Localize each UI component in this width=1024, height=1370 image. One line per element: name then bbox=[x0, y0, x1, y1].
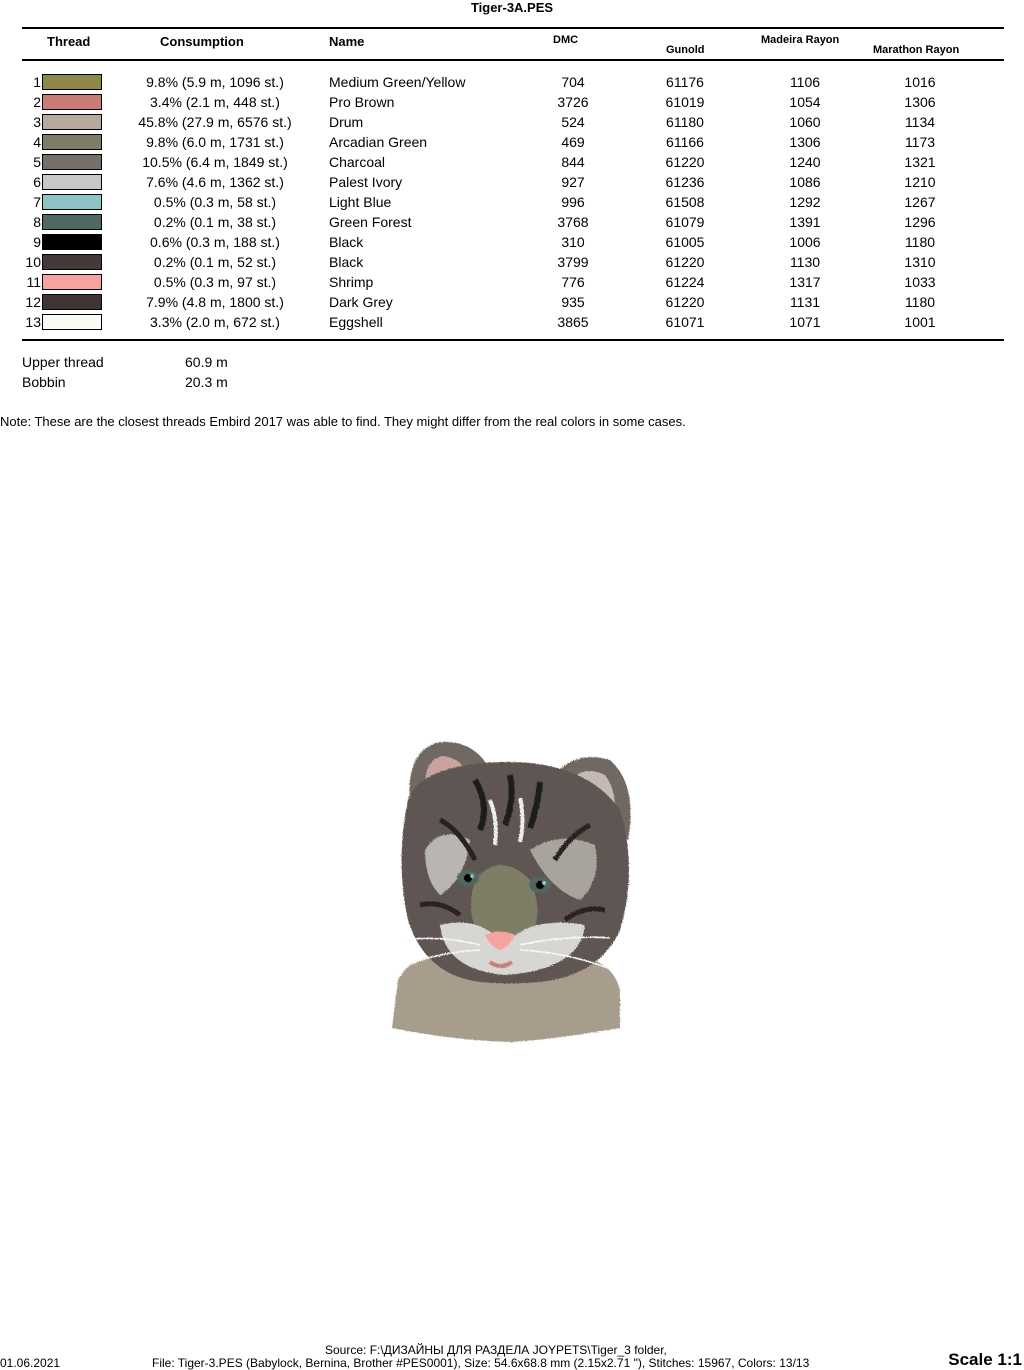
thread-madeira-code: 1306 bbox=[789, 134, 821, 150]
thread-number: 10 bbox=[25, 254, 41, 270]
thread-number: 9 bbox=[33, 234, 41, 250]
thread-marathon-code: 1001 bbox=[904, 314, 936, 330]
table-row bbox=[0, 92, 1024, 112]
thread-name: Eggshell bbox=[329, 314, 383, 330]
thread-dmc-code: 3726 bbox=[557, 94, 589, 110]
thread-color-swatch bbox=[42, 254, 102, 270]
thread-madeira-code: 1106 bbox=[789, 74, 821, 90]
thread-gunold-code: 61071 bbox=[665, 314, 705, 330]
thread-gunold-code: 61236 bbox=[665, 174, 705, 190]
bobbin-value: 20.3 m bbox=[185, 374, 228, 390]
thread-name: Black bbox=[329, 254, 364, 270]
thread-dmc-code: 704 bbox=[561, 74, 585, 90]
thread-dmc-code: 524 bbox=[561, 114, 585, 130]
thread-name: Palest Ivory bbox=[329, 174, 403, 190]
thread-gunold-code: 61508 bbox=[665, 194, 705, 210]
thread-name: Dark Grey bbox=[329, 294, 393, 310]
header-gunold: Gunold bbox=[666, 44, 705, 56]
thread-marathon-code: 1306 bbox=[904, 94, 936, 110]
thread-color-swatch bbox=[42, 94, 102, 110]
thread-marathon-code: 1310 bbox=[904, 254, 936, 270]
footer-date: 01.06.2021 bbox=[0, 1356, 61, 1370]
header-dmc: DMC bbox=[553, 34, 579, 46]
table-row bbox=[0, 212, 1024, 232]
thread-consumption: 3.3% (2.0 m, 672 st.) bbox=[150, 314, 280, 330]
header-consumption: Consumption bbox=[160, 34, 244, 49]
header-madeira-rayon: Madeira Rayon bbox=[761, 34, 840, 46]
thread-color-swatch bbox=[42, 154, 102, 170]
tiger-cub-embroidery-image bbox=[380, 730, 640, 1050]
thread-name: Medium Green/Yellow bbox=[329, 74, 466, 90]
table-row bbox=[0, 192, 1024, 212]
document-title: Tiger-3A.PES bbox=[470, 0, 554, 15]
thread-gunold-code: 61180 bbox=[666, 114, 704, 130]
thread-gunold-code: 61176 bbox=[666, 74, 704, 90]
bobbin-label: Bobbin bbox=[22, 374, 66, 390]
thread-consumption: 0.2% (0.1 m, 52 st.) bbox=[153, 254, 277, 270]
thread-name: Black bbox=[329, 234, 364, 250]
thread-gunold-code: 61019 bbox=[665, 94, 705, 110]
thread-madeira-code: 1131 bbox=[789, 294, 821, 310]
thread-name: Pro Brown bbox=[329, 94, 395, 110]
thread-madeira-code: 1391 bbox=[789, 214, 821, 230]
thread-color-swatch bbox=[42, 114, 102, 130]
table-row bbox=[0, 312, 1024, 332]
thread-match-note: Note: These are the closest threads Embird 2017 was able to find. They might differ from the real colors in some cases. bbox=[0, 414, 686, 429]
thread-name: Arcadian Green bbox=[329, 134, 428, 150]
thread-dmc-code: 776 bbox=[561, 274, 585, 290]
thread-madeira-code: 1054 bbox=[789, 94, 821, 110]
thread-marathon-code: 1016 bbox=[904, 74, 936, 90]
thread-marathon-code: 1210 bbox=[904, 174, 936, 190]
thread-consumption: 9.8% (5.9 m, 1096 st.) bbox=[146, 74, 284, 90]
thread-name: Green Forest bbox=[329, 214, 412, 230]
thread-madeira-code: 1086 bbox=[789, 174, 821, 190]
thread-gunold-code: 61220 bbox=[665, 294, 705, 310]
thread-marathon-code: 1321 bbox=[904, 154, 936, 170]
thread-color-swatch bbox=[42, 274, 102, 290]
upper-thread-value: 60.9 m bbox=[185, 354, 228, 370]
thread-number: 3 bbox=[33, 114, 41, 130]
thread-marathon-code: 1296 bbox=[904, 214, 936, 230]
thread-number: 4 bbox=[33, 134, 41, 150]
thread-color-swatch bbox=[42, 234, 102, 250]
thread-number: 11 bbox=[26, 274, 41, 290]
thread-consumption: 0.5% (0.3 m, 97 st.) bbox=[153, 274, 277, 290]
thread-madeira-code: 1006 bbox=[789, 234, 821, 250]
thread-madeira-code: 1060 bbox=[789, 114, 821, 130]
thread-dmc-code: 310 bbox=[561, 234, 585, 250]
table-header-rule bbox=[22, 59, 1004, 61]
thread-marathon-code: 1267 bbox=[904, 194, 936, 210]
thread-number: 13 bbox=[25, 314, 41, 330]
table-row bbox=[0, 232, 1024, 252]
thread-dmc-code: 3768 bbox=[557, 214, 589, 230]
table-row bbox=[0, 72, 1024, 92]
table-row bbox=[0, 172, 1024, 192]
thread-color-swatch bbox=[42, 314, 102, 330]
thread-marathon-code: 1180 bbox=[904, 294, 936, 310]
table-bottom-rule bbox=[22, 339, 1004, 341]
thread-consumption: 45.8% (27.9 m, 6576 st.) bbox=[138, 114, 292, 130]
thread-madeira-code: 1130 bbox=[789, 254, 821, 270]
thread-gunold-code: 61220 bbox=[665, 254, 705, 270]
thread-consumption: 0.5% (0.3 m, 58 st.) bbox=[153, 194, 277, 210]
thread-name: Shrimp bbox=[329, 274, 374, 290]
thread-gunold-code: 61079 bbox=[665, 214, 705, 230]
thread-dmc-code: 3799 bbox=[557, 254, 589, 270]
header-name: Name bbox=[329, 34, 365, 49]
thread-number: 2 bbox=[33, 94, 41, 110]
thread-marathon-code: 1033 bbox=[904, 274, 936, 290]
thread-number: 8 bbox=[33, 214, 41, 230]
upper-thread-label: Upper thread bbox=[22, 354, 104, 370]
thread-madeira-code: 1292 bbox=[789, 194, 821, 210]
table-row bbox=[0, 112, 1024, 132]
thread-marathon-code: 1173 bbox=[904, 134, 936, 150]
thread-consumption: 9.8% (6.0 m, 1731 st.) bbox=[146, 134, 284, 150]
scale-label: Scale 1:1 bbox=[948, 1350, 1022, 1369]
footer-source: Source: F:\ДИЗАЙНЫ ДЛЯ РАЗДЕЛА JOYPETS\Tiger_3 folder, bbox=[325, 1343, 667, 1357]
thread-number: 12 bbox=[25, 294, 41, 310]
thread-name: Drum bbox=[329, 114, 364, 130]
thread-consumption: 0.2% (0.1 m, 38 st.) bbox=[153, 214, 277, 230]
thread-number: 6 bbox=[33, 174, 41, 190]
thread-dmc-code: 469 bbox=[561, 134, 585, 150]
thread-number: 5 bbox=[33, 154, 41, 170]
thread-consumption: 7.9% (4.8 m, 1800 st.) bbox=[146, 294, 284, 310]
table-top-rule bbox=[22, 27, 1004, 29]
thread-dmc-code: 844 bbox=[561, 154, 585, 170]
thread-marathon-code: 1134 bbox=[904, 114, 936, 130]
thread-marathon-code: 1180 bbox=[904, 234, 936, 250]
thread-gunold-code: 61005 bbox=[665, 234, 705, 250]
thread-consumption: 0.6% (0.3 m, 188 st.) bbox=[150, 234, 280, 250]
thread-madeira-code: 1317 bbox=[789, 274, 821, 290]
thread-madeira-code: 1071 bbox=[789, 314, 821, 330]
thread-dmc-code: 996 bbox=[561, 194, 585, 210]
thread-consumption: 3.4% (2.1 m, 448 st.) bbox=[150, 94, 280, 110]
thread-color-swatch bbox=[42, 294, 102, 310]
thread-consumption: 10.5% (6.4 m, 1849 st.) bbox=[142, 154, 288, 170]
thread-name: Charcoal bbox=[329, 154, 386, 170]
thread-dmc-code: 3865 bbox=[557, 314, 589, 330]
thread-gunold-code: 61220 bbox=[665, 154, 705, 170]
header-marathon-rayon: Marathon Rayon bbox=[873, 44, 960, 56]
table-row bbox=[0, 292, 1024, 312]
table-row bbox=[0, 132, 1024, 152]
thread-color-swatch bbox=[42, 214, 102, 230]
thread-name: Light Blue bbox=[329, 194, 392, 210]
header-thread: Thread bbox=[47, 34, 91, 49]
thread-consumption: 7.6% (4.6 m, 1362 st.) bbox=[146, 174, 284, 190]
thread-color-swatch bbox=[42, 74, 102, 90]
thread-color-swatch bbox=[42, 174, 102, 190]
footer-file-info: File: Tiger-3.PES (Babylock, Bernina, Brother #PES0001), Size: 54.6x68.8 mm (2.15x2.71 "), Stitches: 15967, Colors: 13/13 bbox=[152, 1356, 810, 1370]
table-row bbox=[0, 152, 1024, 172]
thread-dmc-code: 935 bbox=[561, 294, 585, 310]
thread-dmc-code: 927 bbox=[561, 174, 585, 190]
thread-gunold-code: 61224 bbox=[665, 274, 705, 290]
thread-color-swatch bbox=[42, 134, 102, 150]
table-row bbox=[0, 252, 1024, 272]
thread-number: 7 bbox=[33, 194, 41, 210]
thread-gunold-code: 61166 bbox=[666, 134, 704, 150]
thread-number: 1 bbox=[33, 74, 41, 90]
table-row bbox=[0, 272, 1024, 292]
thread-madeira-code: 1240 bbox=[789, 154, 821, 170]
thread-color-swatch bbox=[42, 194, 102, 210]
